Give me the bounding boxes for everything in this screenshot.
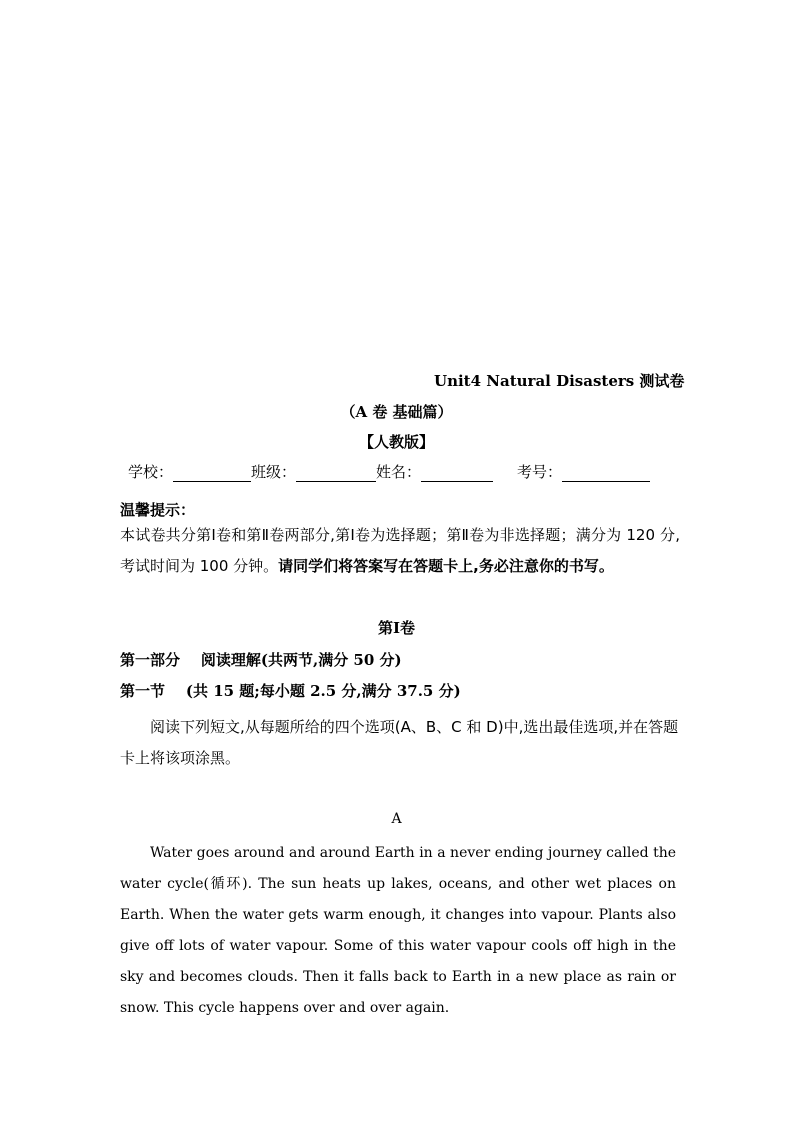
passage-label: A (391, 811, 402, 827)
exam-subtitle: （A 卷 基础篇） (340, 403, 453, 421)
tips-text (120, 520, 680, 582)
class-label: 班级： (251, 463, 297, 481)
class-blank (296, 467, 376, 482)
volume-heading: 第Ⅰ卷 (377, 619, 416, 637)
passage-text: Water goes around and around Earth in a never ending journey called the water cycle(循环). The sun heats up lakes, oceans, and other wet places on Earth. When the water gets warm enough, it changes into vapour. Plants also give off lots of water vapour. Some of this water vapour cools off high in the sky and becomes clouds. Then it falls back to Earth in a new place as rain or snow. This cycle happens over and over again. (120, 845, 676, 1016)
tips-bold-note: 请同学们将答案写在答题卡上,务必注意你的书写。 (278, 557, 614, 575)
exam-number-label: 考号： (517, 463, 563, 481)
school-blank (173, 467, 251, 482)
student-info-row (128, 461, 650, 482)
exam-title: Unit4 Natural Disasters 测试卷 (434, 372, 685, 390)
edition-label: 【人教版】 (358, 433, 434, 451)
tips-body: 本试卷共分第Ⅰ卷和第Ⅱ卷两部分,第Ⅰ卷为选择题；第Ⅱ卷为非选择题；满分为 120 分,考试时间为 100 分钟。 (120, 526, 680, 575)
part-heading: 第一部分 阅读理解(共两节,满分 50 分) (120, 651, 402, 669)
section-heading: 第一节 (共 15 题;每小题 2.5 分,满分 37.5 分) (120, 682, 461, 700)
school-label: 学校： (128, 463, 174, 481)
name-blank (421, 467, 493, 482)
instructions: 阅读下列短文,从每题所给的四个选项(A、B、C 和 D)中,选出最佳选项,并在答题卡上将该项涂黑。 (120, 718, 679, 767)
tips-heading: 温馨提示： (120, 501, 196, 519)
exam-number-blank (562, 467, 650, 482)
name-label: 姓名： (376, 463, 422, 481)
